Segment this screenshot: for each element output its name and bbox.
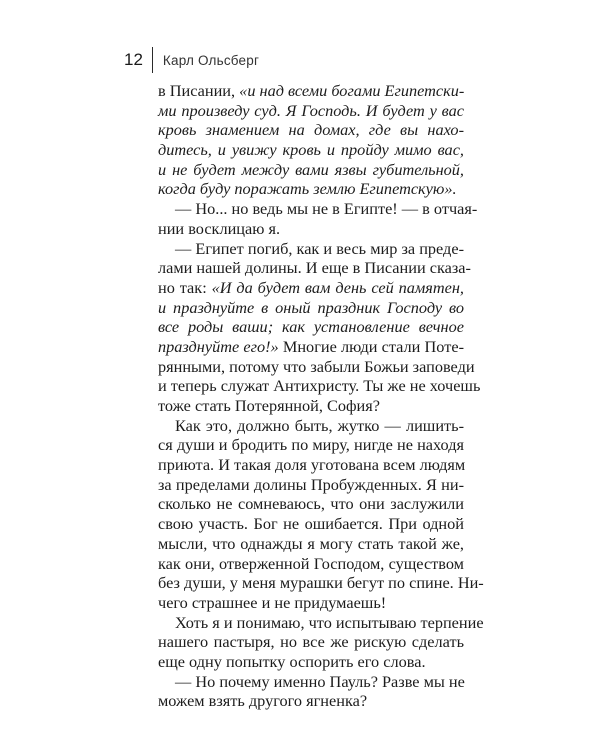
text-line: тоже стать Потерянной, София? <box>158 396 380 415</box>
body-text <box>158 81 484 711</box>
text-line: за пределами долины Пробужденных. Я ни- <box>158 474 464 494</box>
text-line: свою участь. Бог не ошибается. При одной <box>158 514 464 534</box>
text-line: сколько не сомневаюсь, что они заслужили <box>158 494 464 514</box>
text-line: — Но... но ведь мы не в Египте! — в отчая- <box>175 199 478 219</box>
text-line: в Писании, «и над всеми богами Египетски- <box>158 81 465 100</box>
text-line: Хоть я и понимаю, что испытываю терпение <box>175 612 484 632</box>
running-header <box>124 47 259 73</box>
text-line: и теперь служат Антихристу. Ты же не хочешь <box>158 376 481 396</box>
text-line: без души, у меня мурашки бегут по спине. Ни- <box>158 573 484 593</box>
text-line: — Египет погиб, как и весь мир за преде- <box>175 238 464 258</box>
text-line: мысли, что однажды я могу стать такой же, <box>158 533 464 553</box>
text-line: ми произведу суд. Я Господь. И будет у вас <box>158 100 464 120</box>
text-line: дитесь, и увижу кровь и пройду мимо вас, <box>158 140 464 160</box>
text-line: приюта. И такая доля уготована всем людям <box>158 455 466 475</box>
quote-text: «И да будет вам день сей памятен, <box>211 277 464 297</box>
text-line: нии восклицаю я. <box>158 218 281 238</box>
text-line: как они, отверженной Господом, существом <box>158 553 464 573</box>
text-line: кровь знамением на домах, где вы нахо- <box>158 120 464 140</box>
text-line: Как это, должно быть, жутко — лишить- <box>175 415 464 435</box>
text-line: ся души и бродить по миру, нигде не находя <box>158 435 464 455</box>
text-line: празднуйте его!» Многие люди стали Поте- <box>158 336 464 356</box>
text-line: лами нашей долины. И еще в Писании сказа- <box>158 258 471 278</box>
text-line: все роды ваши; как установление вечное <box>158 317 464 337</box>
text-line: еще одну попытку оспорить его слова. <box>158 651 426 671</box>
text-line: но так: «И да будет вам день сей памятен, <box>158 277 464 297</box>
text-line: чего страшнее и не придумаешь! <box>158 592 387 612</box>
page-number: 12 <box>124 50 143 69</box>
text-line: нашего пастыря, но все же рискую сделать <box>158 632 464 652</box>
text-line: — Но почему именно Пауль? Разве мы не <box>175 671 465 691</box>
text-line: и празднуйте в оный праздник Господу во <box>158 297 464 317</box>
text-line: когда буду поражать землю Египетскую». <box>158 179 457 199</box>
text-line: можем взять другого ягненка? <box>158 691 368 711</box>
quote-text: «и над всеми богами Египетски- <box>239 81 465 100</box>
text-line: рянными, потому что забыли Божьи заповеди <box>158 356 475 376</box>
text-line: и не будет между вами язвы губительной, <box>158 159 464 179</box>
running-head-author: Карл Ольсберг <box>162 52 260 68</box>
